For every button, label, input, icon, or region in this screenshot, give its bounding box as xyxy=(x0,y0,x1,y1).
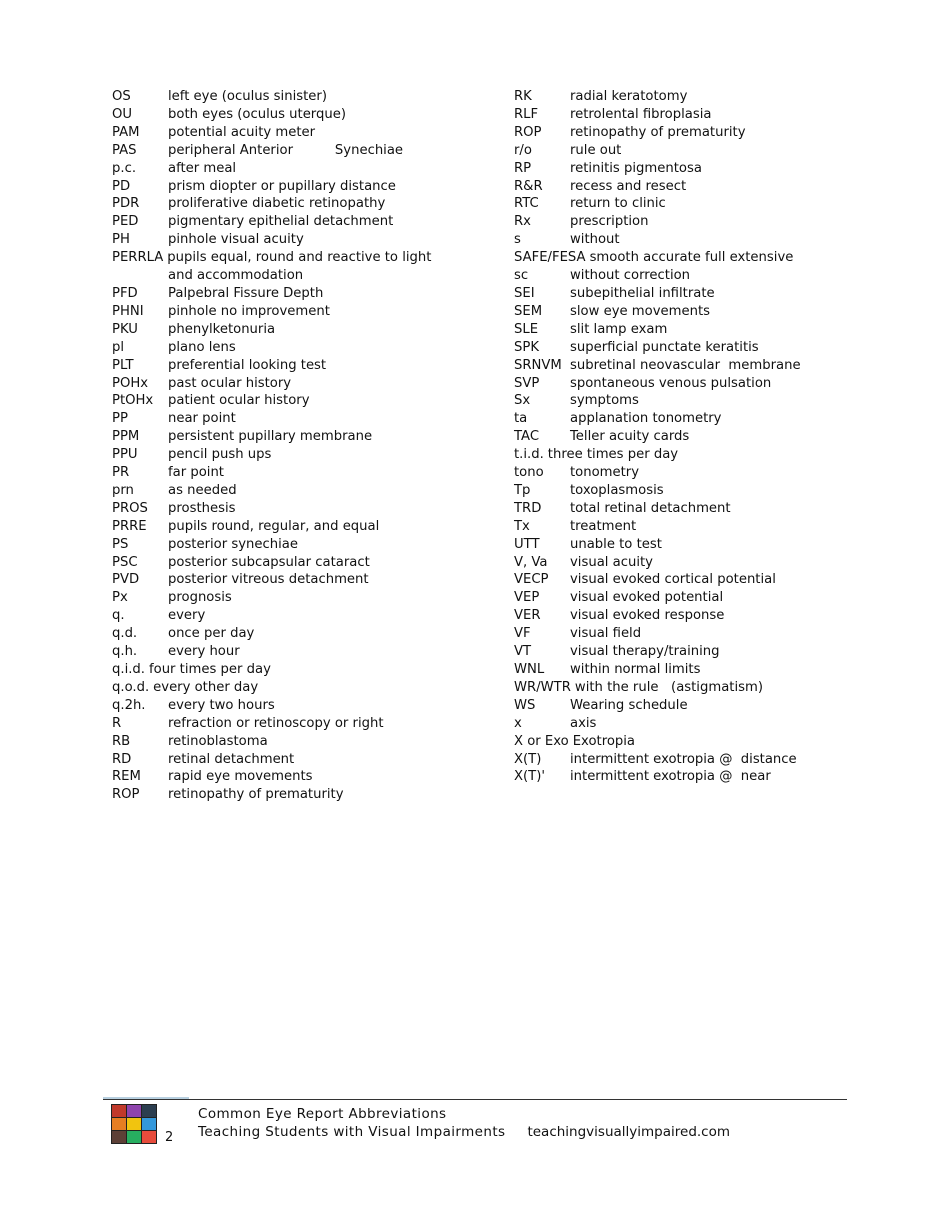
abbreviation-term: PtOHx xyxy=(112,393,154,409)
abbreviation-definition: pinhole visual acuity xyxy=(168,232,304,248)
abbreviation-row xyxy=(514,733,934,751)
abbreviation-definition: far point xyxy=(168,465,224,481)
abbreviation-row xyxy=(514,303,934,321)
abbreviation-definition: both eyes (oculus uterque) xyxy=(168,106,346,122)
abbreviation-row xyxy=(112,697,492,715)
abbreviation-row xyxy=(514,375,934,393)
abbreviation-row xyxy=(514,160,934,178)
abbreviation-row xyxy=(112,733,492,751)
abbreviation-term: SEI xyxy=(514,285,535,301)
abbreviation-row xyxy=(112,124,492,142)
abbreviation-definition: patient ocular history xyxy=(168,393,310,409)
abbreviation-definition: radial keratotomy xyxy=(570,89,688,104)
footer-subtitle-line xyxy=(198,1123,730,1141)
logo-tile xyxy=(142,1131,156,1143)
abbreviation-term: ROP xyxy=(514,124,542,140)
abbreviation-term: PAS xyxy=(112,142,137,158)
abbreviation-term: q. xyxy=(112,608,125,624)
abbreviation-definition: retinopathy of prematurity xyxy=(570,124,746,140)
abbreviation-row xyxy=(112,106,492,124)
abbreviation-definition: within normal limits xyxy=(570,662,701,677)
abbreviation-definition: visual evoked potential xyxy=(570,590,724,606)
abbreviation-row xyxy=(112,160,492,178)
abbreviation-term: SVP xyxy=(514,375,540,391)
abbreviation-row xyxy=(514,625,934,643)
abbreviation-definition: prosthesis xyxy=(168,500,236,516)
abbreviation-row xyxy=(514,285,934,303)
abbreviation-row xyxy=(514,589,934,607)
abbreviation-term: X(T)' xyxy=(514,769,546,785)
abbreviation-row xyxy=(514,768,934,786)
abbreviation-row xyxy=(112,536,492,554)
abbreviation-definition: recess and resect xyxy=(570,178,687,194)
abbreviation-row xyxy=(112,88,492,106)
abbreviation-term: PFD xyxy=(112,285,138,301)
abbreviation-row xyxy=(112,178,492,196)
abbreviation-row xyxy=(514,554,934,572)
abbreviation-row xyxy=(112,321,492,339)
abbreviation-row xyxy=(112,643,492,661)
abbreviation-definition: applanation tonometry xyxy=(570,411,722,427)
abbreviation-definition: smooth accurate full extensive xyxy=(589,250,794,266)
abbreviation-row xyxy=(514,213,934,231)
logo-tile xyxy=(142,1118,156,1130)
abbreviation-row xyxy=(112,500,492,518)
abbreviation-term: PDR xyxy=(112,196,140,212)
abbreviation-row xyxy=(112,679,492,697)
abbreviation-row xyxy=(112,195,492,213)
logo-tile xyxy=(127,1118,141,1130)
abbreviation-term: TAC xyxy=(514,429,540,445)
abbreviation-row xyxy=(514,571,934,589)
abbreviation-term: OU xyxy=(112,106,133,122)
abbreviation-definition: intermittent exotropia @ distance xyxy=(570,751,797,767)
abbreviation-definition: visual field xyxy=(570,626,642,642)
abbreviation-definition: without xyxy=(570,232,620,248)
abbreviation-term: Tp xyxy=(514,482,531,498)
abbreviation-term: PERRLA xyxy=(112,250,164,266)
abbreviation-term: ROP xyxy=(112,787,140,803)
abbreviation-row xyxy=(112,768,492,786)
abbreviation-definition: as needed xyxy=(168,482,237,498)
abbreviation-term: r/o xyxy=(514,142,532,158)
footer-text xyxy=(198,1105,730,1141)
abbreviation-row xyxy=(112,589,492,607)
abbreviation-definition: four times per day xyxy=(148,662,271,677)
footer-subtitle: Teaching Students with Visual Impairments xyxy=(198,1124,506,1140)
abbreviation-term: ta xyxy=(514,411,528,427)
abbreviation-row xyxy=(112,607,492,625)
right-abbreviation-column xyxy=(514,88,934,786)
footer-divider xyxy=(103,1099,847,1100)
abbreviation-row xyxy=(112,285,492,303)
abbreviation-definition: return to clinic xyxy=(570,196,666,212)
abbreviation-term: VECP xyxy=(514,572,549,588)
abbreviation-term: q.d. xyxy=(112,626,138,642)
abbreviation-definition: spontaneous venous pulsation xyxy=(570,375,772,391)
abbreviation-definition: past ocular history xyxy=(168,375,292,391)
abbreviation-definition: visual evoked cortical potential xyxy=(570,572,776,588)
abbreviation-term: PHNI xyxy=(112,303,144,319)
abbreviation-definition: total retinal detachment xyxy=(570,500,731,516)
abbreviation-definition: left eye (oculus sinister) xyxy=(168,89,327,104)
abbreviation-row xyxy=(514,751,934,769)
abbreviation-definition: unable to test xyxy=(570,536,662,552)
abbreviation-term: PP xyxy=(112,411,128,427)
abbreviation-definition: visual evoked response xyxy=(570,608,725,624)
abbreviation-row xyxy=(112,249,492,267)
abbreviation-definition: preferential looking test xyxy=(168,357,327,373)
abbreviation-row xyxy=(514,536,934,554)
footer-title: Common Eye Report Abbreviations xyxy=(198,1106,447,1122)
abbreviation-term: R xyxy=(112,715,122,731)
abbreviation-definition: after meal xyxy=(168,160,237,176)
abbreviation-term: PS xyxy=(112,536,129,552)
abbreviation-row xyxy=(514,697,934,715)
abbreviation-term: RLF xyxy=(514,106,539,122)
abbreviation-term: SEM xyxy=(514,303,543,319)
abbreviation-definition: slit lamp exam xyxy=(570,321,668,337)
abbreviation-row xyxy=(112,554,492,572)
abbreviation-definition: retinopathy of prematurity xyxy=(168,787,344,803)
abbreviation-definition: every two hours xyxy=(168,697,275,713)
abbreviation-term: prn xyxy=(112,482,134,498)
abbreviation-term: tono xyxy=(514,465,544,481)
abbreviation-definition: posterior subcapsular cataract xyxy=(168,554,370,570)
abbreviation-term: VF xyxy=(514,626,531,642)
abbreviation-definition: Wearing schedule xyxy=(570,697,688,713)
abbreviation-term: q.2h. xyxy=(112,697,146,713)
abbreviation-term: PSC xyxy=(112,554,138,570)
abbreviation-row xyxy=(514,643,934,661)
abbreviation-row xyxy=(514,195,934,213)
abbreviation-row xyxy=(112,231,492,249)
abbreviation-row xyxy=(112,446,492,464)
abbreviation-term: REM xyxy=(112,769,141,785)
abbreviation-definition: treatment xyxy=(570,518,637,534)
abbreviation-row xyxy=(112,715,492,733)
abbreviation-definition: posterior vitreous detachment xyxy=(168,572,369,588)
abbreviation-term: SRNVM xyxy=(514,357,562,373)
page-number: 2 xyxy=(165,1130,174,1145)
abbreviation-term: PAM xyxy=(112,124,140,140)
abbreviation-row xyxy=(514,124,934,142)
abbreviation-term: PPU xyxy=(112,447,138,463)
abbreviation-row xyxy=(112,357,492,375)
abbreviation-term: Rx xyxy=(514,214,531,230)
abbreviation-definition: every other day xyxy=(153,679,259,695)
abbreviation-definition: pigmentary epithelial detachment xyxy=(168,214,394,230)
logo-tile xyxy=(127,1131,141,1143)
abbreviation-definition: retinal detachment xyxy=(168,751,295,767)
abbreviation-row xyxy=(514,464,934,482)
abbreviation-term: Sx xyxy=(514,393,531,409)
abbreviation-row xyxy=(514,482,934,500)
logo-tile xyxy=(112,1131,126,1143)
logo-tile xyxy=(112,1118,126,1130)
logo-tile xyxy=(127,1105,141,1117)
abbreviation-term: PKU xyxy=(112,321,138,337)
abbreviation-definition: pinhole no improvement xyxy=(168,303,330,319)
abbreviation-definition: prism diopter or pupillary distance xyxy=(168,178,396,194)
abbreviation-definition: retinitis pigmentosa xyxy=(570,160,702,176)
abbreviation-row xyxy=(112,518,492,536)
abbreviation-term: WNL xyxy=(514,662,545,677)
abbreviation-definition: slow eye movements xyxy=(570,303,710,319)
abbreviation-definition: phenylketonuria xyxy=(168,321,276,337)
abbreviation-term: POHx xyxy=(112,375,149,391)
abbreviation-term: Tx xyxy=(514,518,530,534)
abbreviation-definition: retinoblastoma xyxy=(168,733,268,749)
abbreviation-definition: every xyxy=(168,608,206,624)
abbreviation-row xyxy=(112,303,492,321)
abbreviation-row xyxy=(112,661,492,679)
abbreviation-term: sc xyxy=(514,268,529,284)
abbreviation-row xyxy=(514,178,934,196)
abbreviation-definition: pupils round, regular, and equal xyxy=(168,518,380,534)
abbreviation-row xyxy=(514,679,934,697)
abbreviation-row xyxy=(514,321,934,339)
abbreviation-term: RP xyxy=(514,160,532,176)
abbreviation-definition: with the rule (astigmatism) xyxy=(574,679,763,695)
abbreviation-row xyxy=(514,446,934,464)
abbreviation-term: PD xyxy=(112,178,131,194)
abbreviation-term: t.i.d. xyxy=(514,447,544,463)
abbreviation-term: RK xyxy=(514,89,532,104)
abbreviation-row xyxy=(514,500,934,518)
abbreviation-term: PVD xyxy=(112,572,140,588)
abbreviation-term: VEP xyxy=(514,590,540,606)
abbreviation-definition: once per day xyxy=(168,626,255,642)
abbreviation-row xyxy=(112,482,492,500)
abbreviation-definition: every hour xyxy=(168,644,240,660)
footer-website: teachingvisuallyimpaired.com xyxy=(527,1124,731,1140)
abbreviation-term: TRD xyxy=(514,500,542,516)
abbreviation-row xyxy=(112,464,492,482)
left-abbreviation-column xyxy=(112,88,492,804)
abbreviation-term: p.c. xyxy=(112,160,137,176)
abbreviation-row xyxy=(112,213,492,231)
abbreviation-row xyxy=(514,715,934,733)
abbreviation-row xyxy=(112,267,492,285)
abbreviation-row xyxy=(112,571,492,589)
abbreviation-row xyxy=(514,249,934,267)
abbreviation-row xyxy=(112,142,492,160)
abbreviation-definition: subepithelial infiltrate xyxy=(570,285,715,301)
abbreviation-definition: plano lens xyxy=(168,339,236,355)
abbreviation-definition: posterior synechiae xyxy=(168,536,298,552)
abbreviation-term: q.i.d. xyxy=(112,662,145,677)
abbreviation-definition: visual therapy/training xyxy=(570,644,720,660)
abbreviation-definition: prescription xyxy=(570,214,649,230)
abbreviation-term: x xyxy=(514,715,522,731)
abbreviation-definition: pencil push ups xyxy=(168,447,272,463)
abbreviation-row xyxy=(514,88,934,106)
abbreviation-row xyxy=(514,661,934,679)
abbreviation-definition: rapid eye movements xyxy=(168,769,313,785)
abbreviation-term: VER xyxy=(514,608,541,624)
abbreviation-row xyxy=(112,786,492,804)
abbreviation-term: q.o.d. xyxy=(112,679,150,695)
abbreviation-term: WS xyxy=(514,697,536,713)
abbreviation-definition: pupils equal, round and reactive to light xyxy=(167,250,432,266)
abbreviation-definition: near point xyxy=(168,411,236,427)
abbreviation-row xyxy=(112,428,492,446)
abbreviation-definition: refraction or retinoscopy or right xyxy=(168,715,384,731)
abbreviation-term: PRRE xyxy=(112,518,147,534)
abbreviation-term: X or Exo xyxy=(514,733,569,749)
abbreviation-definition: superficial punctate keratitis xyxy=(570,339,759,355)
abbreviation-definition: retrolental fibroplasia xyxy=(570,106,712,122)
abbreviation-definition: prognosis xyxy=(168,590,232,606)
abbreviation-row xyxy=(514,231,934,249)
abbreviation-term: RD xyxy=(112,751,132,767)
abbreviation-row xyxy=(514,267,934,285)
abbreviation-definition: without correction xyxy=(570,268,691,284)
abbreviation-term: Px xyxy=(112,590,128,606)
abbreviation-row xyxy=(112,625,492,643)
abbreviation-term: PH xyxy=(112,232,130,248)
abbreviation-row xyxy=(514,339,934,357)
abbreviation-term: s xyxy=(514,232,521,248)
abbreviation-row xyxy=(514,142,934,160)
abbreviation-row xyxy=(514,607,934,625)
abbreviation-definition: Exotropia xyxy=(572,733,636,749)
abbreviation-row xyxy=(112,751,492,769)
abbreviation-term: V, Va xyxy=(514,554,548,570)
logo-tile xyxy=(112,1105,126,1117)
abbreviation-term: SLE xyxy=(514,321,539,337)
abbreviation-term: PPM xyxy=(112,429,140,445)
abbreviation-term: R&R xyxy=(514,178,543,194)
abbreviation-definition: rule out xyxy=(570,142,622,158)
abbreviation-row xyxy=(514,518,934,536)
abbreviation-term: X(T) xyxy=(514,751,542,767)
abbreviation-term: RTC xyxy=(514,196,539,212)
abbreviation-row xyxy=(112,392,492,410)
abbreviation-definition: axis xyxy=(570,715,597,731)
abbreviation-definition: tonometry xyxy=(570,465,640,481)
abbreviation-term: RB xyxy=(112,733,131,749)
abbreviation-row xyxy=(514,106,934,124)
abbreviation-definition: potential acuity meter xyxy=(168,124,316,140)
abbreviation-term: OS xyxy=(112,89,131,104)
abbreviation-term: PROS xyxy=(112,500,148,516)
abbreviation-term: UTT xyxy=(514,536,540,552)
abbreviation-term: PED xyxy=(112,214,139,230)
abbreviation-term: PLT xyxy=(112,357,134,373)
abbreviation-term: pl xyxy=(112,339,125,355)
abbreviation-term: SPK xyxy=(514,339,539,355)
abbreviation-row xyxy=(514,392,934,410)
abbreviation-row xyxy=(514,357,934,375)
abbreviation-definition: toxoplasmosis xyxy=(570,482,664,498)
abbreviation-definition: intermittent exotropia @ near xyxy=(570,769,771,785)
abbreviation-definition: symptoms xyxy=(570,393,639,409)
abbreviation-term: SAFE/FESA xyxy=(514,250,586,266)
abbreviation-definition: Teller acuity cards xyxy=(570,429,690,445)
abbreviation-row xyxy=(112,410,492,428)
abbreviation-definition: visual acuity xyxy=(570,554,653,570)
abbreviation-row xyxy=(514,428,934,446)
abbreviation-definition: persistent pupillary membrane xyxy=(168,429,373,445)
abbreviation-term: PR xyxy=(112,465,130,481)
logo-tile xyxy=(142,1105,156,1117)
abbreviation-definition: subretinal neovascular membrane xyxy=(570,357,801,373)
abbreviation-term: WR/WTR xyxy=(514,679,571,695)
logo-icon xyxy=(111,1104,157,1144)
abbreviation-definition: and accommodation xyxy=(168,268,304,284)
abbreviation-row xyxy=(514,410,934,428)
abbreviation-definition: three times per day xyxy=(547,447,679,463)
abbreviation-definition: proliferative diabetic retinopathy xyxy=(168,196,386,212)
abbreviation-term: VT xyxy=(514,644,532,660)
abbreviation-definition: Palpebral Fissure Depth xyxy=(168,285,324,301)
abbreviation-row xyxy=(112,375,492,393)
abbreviation-definition: peripheral Anterior Synechiae xyxy=(168,142,404,158)
abbreviation-term: q.h. xyxy=(112,644,138,660)
abbreviation-row xyxy=(112,339,492,357)
